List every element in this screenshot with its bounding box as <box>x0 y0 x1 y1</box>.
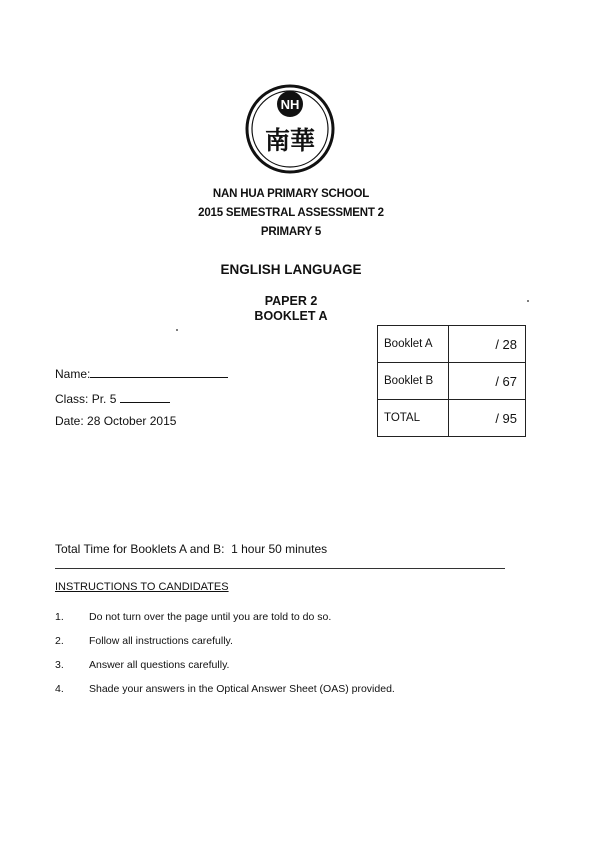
date-value: 28 October 2015 <box>87 414 177 428</box>
name-field <box>55 365 228 381</box>
booklet-title: BOOKLET A <box>254 309 328 323</box>
score-label: TOTAL <box>378 400 449 437</box>
class-label: Class: <box>55 392 89 406</box>
instruction-number: 2. <box>55 635 64 647</box>
score-row-booklet-b <box>378 363 526 400</box>
instruction-number: 3. <box>55 659 64 671</box>
score-table <box>377 325 526 437</box>
score-row-total <box>378 400 526 437</box>
instruction-text: Shade your answers in the Optical Answer Sheet (OAS) provided. <box>89 683 395 695</box>
total-time: Total Time for Booklets A and B: 1 hour 50 minutes <box>55 542 328 556</box>
name-label: Name: <box>55 367 91 381</box>
score-row-booklet-a <box>378 326 526 363</box>
score-value: / 28 <box>449 326 526 363</box>
divider-line <box>55 568 505 569</box>
name-blank-line[interactable] <box>90 365 228 378</box>
school-logo <box>244 83 336 175</box>
instruction-text: Do not turn over the page until you are told to do so. <box>89 611 332 623</box>
level-title: PRIMARY 5 <box>260 226 322 238</box>
score-label: Booklet A <box>378 326 449 363</box>
instruction-number: 4. <box>55 683 64 695</box>
score-value: / 95 <box>449 400 526 437</box>
scan-speck <box>527 300 529 302</box>
school-name: NAN HUA PRIMARY SCHOOL <box>212 188 370 200</box>
logo-chinese-text: 南華 <box>264 126 316 155</box>
date-field <box>55 414 176 428</box>
class-field <box>55 390 170 406</box>
subject-title: ENGLISH LANGUAGE <box>220 262 362 277</box>
score-value: / 67 <box>449 363 526 400</box>
instruction-text: Answer all questions carefully. <box>89 659 230 671</box>
instructions-heading: INSTRUCTIONS TO CANDIDATES <box>55 581 229 593</box>
class-blank-line[interactable] <box>120 390 170 403</box>
date-label: Date: <box>55 414 84 428</box>
instruction-number: 1. <box>55 611 64 623</box>
score-label: Booklet B <box>378 363 449 400</box>
class-value: Pr. 5 <box>91 392 117 406</box>
instruction-text: Follow all instructions carefully. <box>89 635 233 647</box>
logo-monogram: NH <box>280 97 300 112</box>
assessment-title: 2015 SEMESTRAL ASSESSMENT 2 <box>198 207 384 219</box>
scan-speck <box>176 329 178 331</box>
paper-title: PAPER 2 <box>264 294 318 308</box>
